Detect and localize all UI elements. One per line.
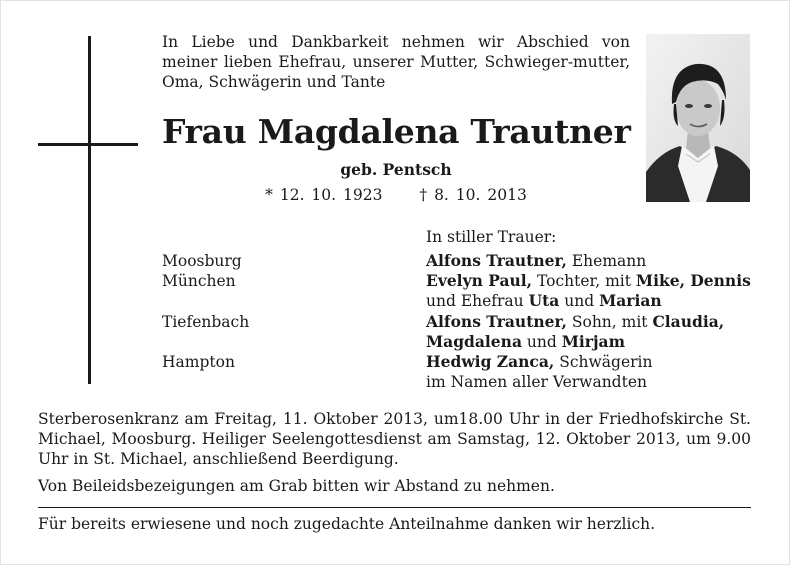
mourner-text: Tochter, mit (532, 272, 636, 291)
mourner-text: und (559, 292, 600, 311)
cross-icon-vertical (88, 36, 91, 384)
mourner-names (426, 251, 762, 271)
divider (38, 507, 751, 508)
mourner-row (162, 332, 762, 352)
mourner-place (162, 372, 426, 392)
portrait-image (646, 34, 750, 202)
thanks-note: Für bereits erwiesene und noch zugedachte Anteilnahme danken wir herzlich. (38, 515, 656, 533)
mourner-text: Mike, Dennis (635, 271, 751, 291)
mourner-place: Tiefenbach (162, 312, 250, 331)
mourner-text: Mirjam (561, 331, 625, 351)
mourners-heading: In stiller Trauer: (426, 228, 557, 246)
mourner-names (426, 312, 762, 332)
funeral-info: Sterberosenkranz am Freitag, 11. Oktober 2013, um18.00 Uhr in der Friedhofskirche St. Michael, Moosburg. Heiliger Seelengottesdienst am Samstag, 12. Oktober 2013, um 9.00 Uhr in St. Michael, anschließend Beerdigung. (38, 410, 751, 469)
mourner-place: Moosburg (162, 252, 242, 270)
mourner-names (426, 372, 762, 392)
mourner-text: Alfons Trautner, (426, 251, 567, 270)
mourner-names (426, 332, 762, 352)
mourner-row (162, 271, 762, 291)
maiden-name: geb. Pentsch (340, 160, 452, 179)
mourner-text: im Namen aller Verwandten (426, 373, 647, 392)
mourner-text: Sohn, mit (566, 312, 653, 331)
mourner-text: Claudia, (652, 311, 725, 331)
portrait-photo (646, 34, 750, 202)
condolences-note: Von Beileidsbezeigungen am Grab bitten wir Abstand zu nehmen. (38, 477, 555, 495)
mourner-place: Hampton (162, 353, 235, 372)
mourner-text: Hedwig Zanca, (426, 352, 555, 372)
deceased-name: Frau Magdalena Trautner (162, 112, 631, 151)
mourner-text: Uta (528, 291, 560, 311)
mourner-place (162, 291, 426, 311)
mourner-text: Schwägerin (554, 353, 653, 372)
mourner-text: und (521, 332, 562, 351)
mourner-names (426, 352, 762, 372)
mourners-list (162, 251, 762, 392)
mourner-text: Evelyn Paul, (426, 271, 533, 291)
mourner-row (162, 291, 762, 311)
mourner-text: Ehemann (566, 252, 647, 270)
cross-icon-horizontal (38, 143, 138, 146)
mourner-place (162, 332, 426, 352)
mourner-place: München (162, 272, 236, 291)
mourner-row (162, 352, 762, 372)
mourner-names (426, 271, 762, 291)
death-date: † 8. 10. 2013 (419, 186, 527, 204)
mourner-text: und Ehefrau (426, 292, 529, 311)
birth-date: * 12. 10. 1923 (265, 186, 383, 204)
mourner-row (162, 312, 762, 332)
mourner-row (162, 372, 762, 392)
life-dates (162, 186, 630, 204)
mourner-names (426, 291, 762, 311)
mourner-text: Marian (599, 291, 662, 311)
mourner-row (162, 251, 762, 271)
mourner-text: Magdalena (426, 331, 522, 351)
mourner-text: Alfons Trautner, (426, 311, 567, 331)
intro-text: In Liebe und Dankbarkeit nehmen wir Abschied von meiner lieben Ehefrau, unserer Mutter, Schwieger-mutter, Oma, Schwägerin und Tante (162, 33, 630, 91)
